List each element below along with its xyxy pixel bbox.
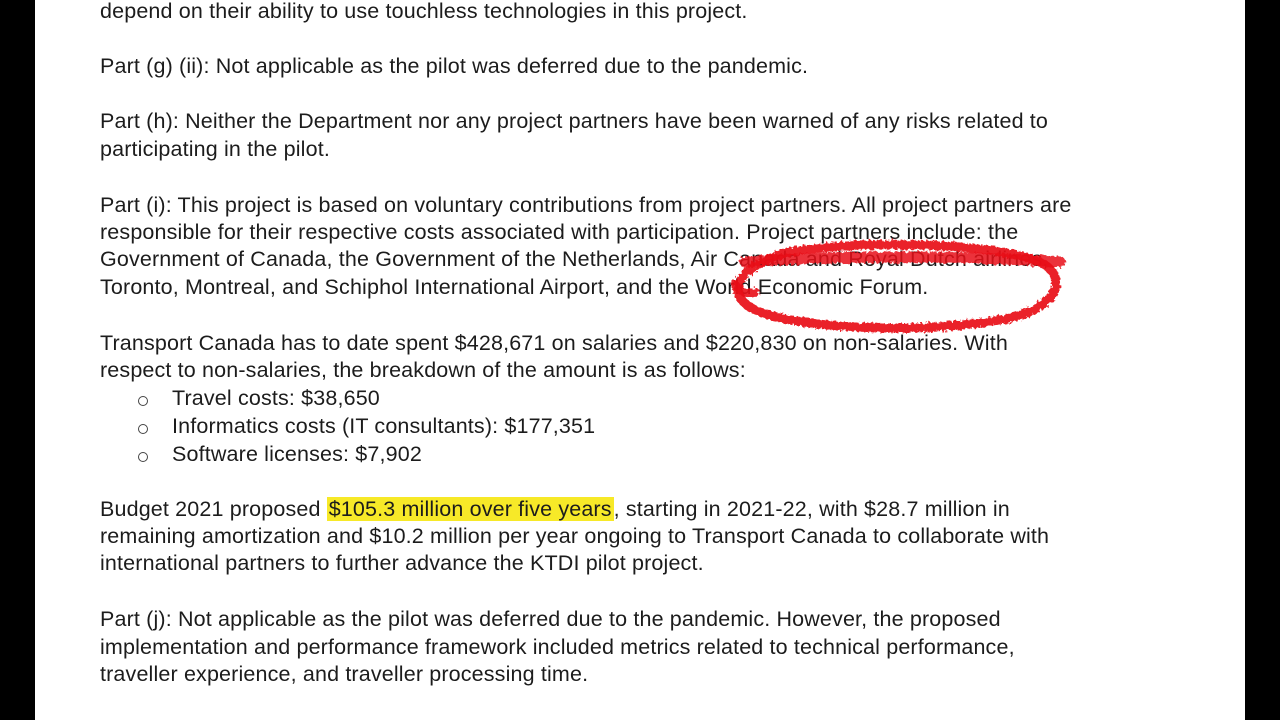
breakdown-item: Travel costs: $38,650 bbox=[172, 386, 380, 410]
breakdown-item: Software licenses: $7,902 bbox=[172, 442, 422, 466]
document-page bbox=[35, 0, 1245, 720]
part-j-line: Part (j): Not applicable as the pilot was deferred due to the pandemic. However, the proposed bbox=[100, 607, 1001, 631]
bullet-circle-icon bbox=[138, 396, 148, 406]
budget-prefix: Budget 2021 proposed bbox=[100, 497, 327, 521]
paragraph-line: depend on their ability to use touchless technologies in this project. bbox=[100, 0, 748, 23]
part-i-line: Government of Canada, the Government of the Netherlands, Air Canada and Royal Dutch airlines, bbox=[100, 247, 1049, 271]
part-h-line: participating in the pilot. bbox=[100, 137, 330, 161]
bullet-circle-icon bbox=[138, 424, 148, 434]
breakdown-item: Informatics costs (IT consultants): $177,351 bbox=[172, 414, 596, 438]
budget-suffix: , starting in 2021-22, with $28.7 million in bbox=[613, 497, 1010, 521]
budget-line: international partners to further advance the KTDI pilot project. bbox=[100, 551, 704, 575]
highlighted-amount: $105.3 million over five years bbox=[328, 497, 612, 521]
budget-line: remaining amortization and $10.2 million per year ongoing to Transport Canada to collaborate with bbox=[100, 524, 1050, 548]
spending-line: Transport Canada has to date spent $428,671 on salaries and $220,830 on non-salaries. With bbox=[100, 331, 1008, 355]
part-i-line: Part (i): This project is based on voluntary contributions from project partners. All project partners are bbox=[100, 193, 1072, 217]
bullet-circle-icon bbox=[138, 452, 148, 462]
spending-line: respect to non-salaries, the breakdown of the amount is as follows: bbox=[100, 358, 746, 382]
part-j-line: traveller experience, and traveller processing time. bbox=[100, 662, 589, 686]
part-i-line: responsible for their respective costs associated with participation. Project partners include: the bbox=[100, 220, 1019, 244]
part-i-line: Toronto, Montreal, and Schiphol International Airport, and the World Economic Forum. bbox=[100, 275, 929, 299]
budget-line bbox=[100, 496, 1010, 524]
part-h-line: Part (h): Neither the Department nor any project partners have been warned of any risks related to bbox=[100, 109, 1049, 133]
part-j-line: implementation and performance framework included metrics related to technical performance, bbox=[100, 635, 1015, 659]
part-g-ii-paragraph: Part (g) (ii): Not applicable as the pilot was deferred due to the pandemic. bbox=[100, 54, 809, 78]
